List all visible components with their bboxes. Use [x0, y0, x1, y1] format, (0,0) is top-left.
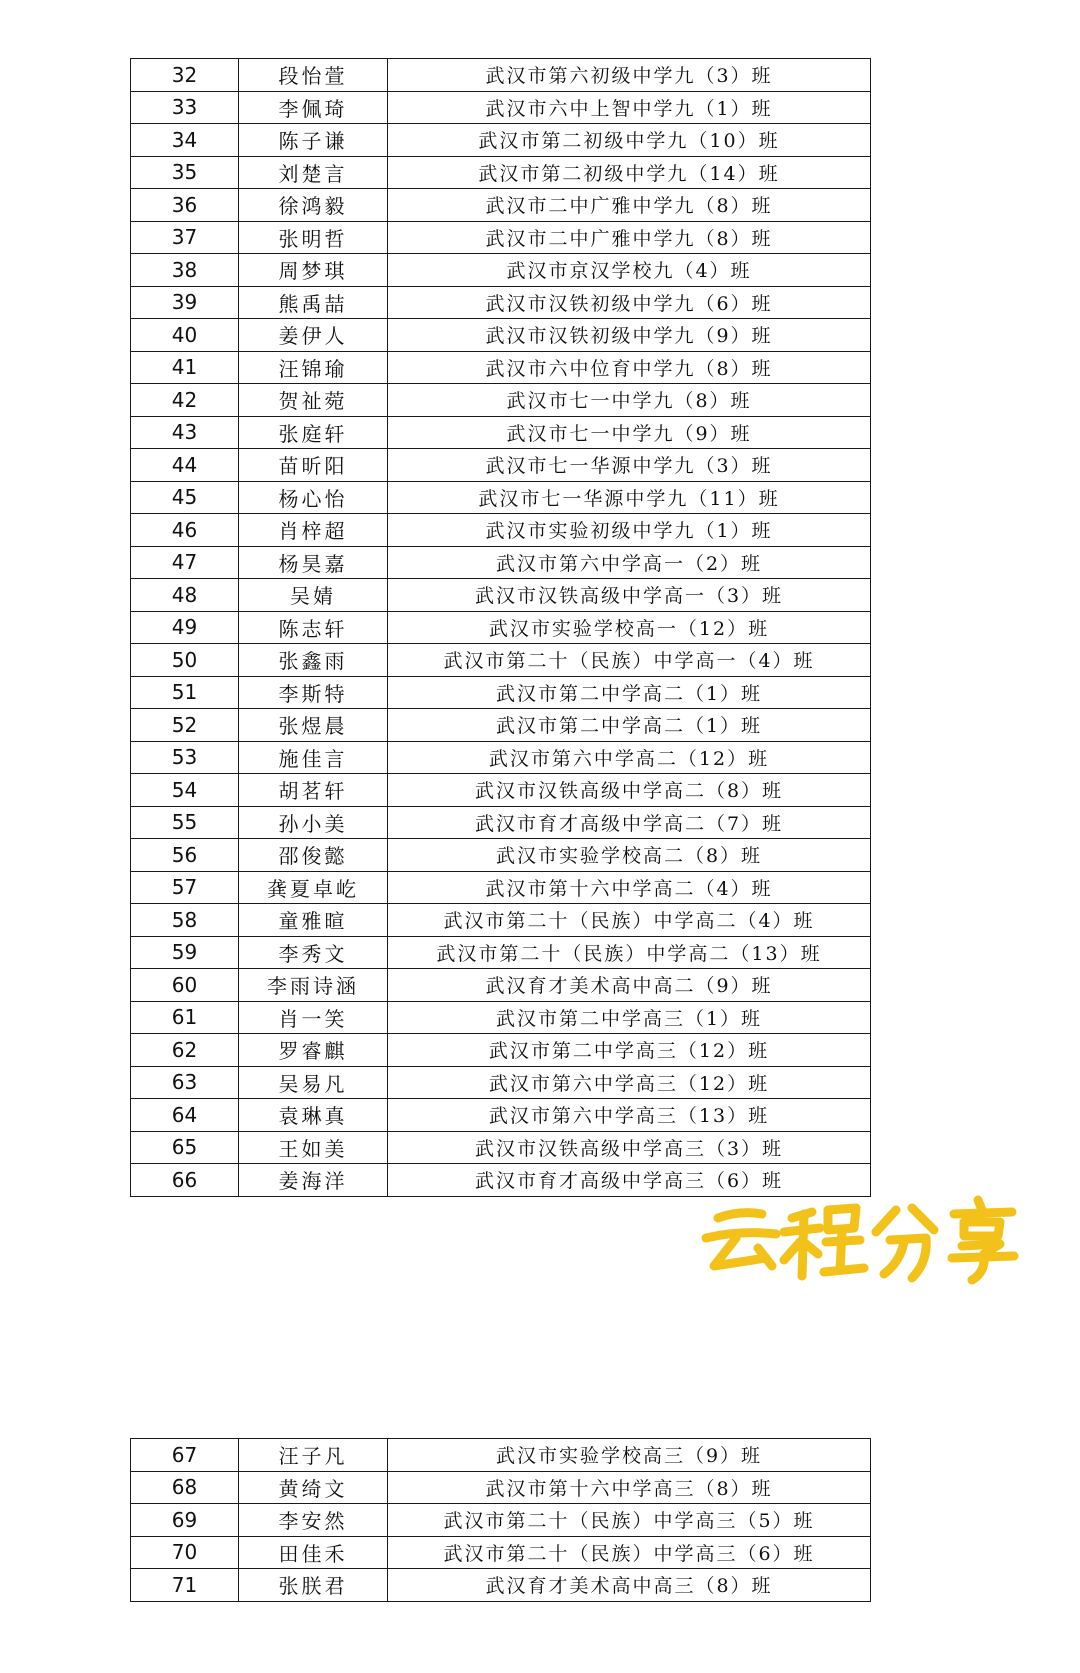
school-class-cell: 武汉市第六中学高一（2）班 — [388, 546, 871, 579]
table-row — [131, 1439, 871, 1472]
student-name-cell: 童雅暄 — [239, 904, 388, 937]
table-row — [131, 774, 871, 807]
row-number-cell: 43 — [131, 416, 239, 449]
table-row — [131, 644, 871, 677]
school-class-cell: 武汉市第二中学高三（1）班 — [388, 1001, 871, 1034]
school-class-cell: 武汉市实验学校高一（12）班 — [388, 611, 871, 644]
school-class-cell: 武汉市第六中学高二（12）班 — [388, 741, 871, 774]
row-number-cell: 40 — [131, 319, 239, 352]
table-row — [131, 1131, 871, 1164]
row-number-cell: 63 — [131, 1066, 239, 1099]
school-class-cell: 武汉市第六初级中学九（3）班 — [388, 59, 871, 92]
school-class-cell: 武汉市第二十（民族）中学高二（4）班 — [388, 904, 871, 937]
student-name-cell: 张明哲 — [239, 221, 388, 254]
table-row — [131, 936, 871, 969]
student-name-cell: 李安然 — [239, 1504, 388, 1537]
table-row — [131, 611, 871, 644]
roster-table-1-body — [131, 59, 871, 1197]
row-number-cell: 69 — [131, 1504, 239, 1537]
row-number-cell: 62 — [131, 1034, 239, 1067]
table-row — [131, 449, 871, 482]
table-row — [131, 254, 871, 287]
watermark-signature-icon — [700, 1188, 1030, 1288]
student-name-cell: 罗睿麒 — [239, 1034, 388, 1067]
row-number-cell: 39 — [131, 286, 239, 319]
table-row — [131, 286, 871, 319]
table-row — [131, 481, 871, 514]
row-number-cell: 51 — [131, 676, 239, 709]
school-class-cell: 武汉市七一中学九（8）班 — [388, 384, 871, 417]
student-name-cell: 袁琳真 — [239, 1099, 388, 1132]
school-class-cell: 武汉市第二十（民族）中学高二（13）班 — [388, 936, 871, 969]
row-number-cell: 58 — [131, 904, 239, 937]
school-class-cell: 武汉市第十六中学高二（4）班 — [388, 871, 871, 904]
student-name-cell: 张煜晨 — [239, 709, 388, 742]
table-row — [131, 1034, 871, 1067]
student-name-cell: 王如美 — [239, 1131, 388, 1164]
student-name-cell: 肖一笑 — [239, 1001, 388, 1034]
row-number-cell: 37 — [131, 221, 239, 254]
row-number-cell: 68 — [131, 1471, 239, 1504]
student-name-cell: 贺祉菀 — [239, 384, 388, 417]
student-name-cell: 李雨诗涵 — [239, 969, 388, 1002]
row-number-cell: 55 — [131, 806, 239, 839]
row-number-cell: 60 — [131, 969, 239, 1002]
table-row — [131, 384, 871, 417]
roster-table-2 — [130, 1438, 871, 1602]
school-class-cell: 武汉市汉铁高级中学高一（3）班 — [388, 579, 871, 612]
table-row — [131, 709, 871, 742]
school-class-cell: 武汉市第二十（民族）中学高一（4）班 — [388, 644, 871, 677]
table-row — [131, 124, 871, 157]
school-class-cell: 武汉市第二十（民族）中学高三（6）班 — [388, 1536, 871, 1569]
row-number-cell: 44 — [131, 449, 239, 482]
student-name-cell: 肖梓超 — [239, 514, 388, 547]
school-class-cell: 武汉市第二中学高三（12）班 — [388, 1034, 871, 1067]
student-name-cell: 胡茗轩 — [239, 774, 388, 807]
table-row — [131, 416, 871, 449]
row-number-cell: 67 — [131, 1439, 239, 1472]
row-number-cell: 65 — [131, 1131, 239, 1164]
school-class-cell: 武汉市六中上智中学九（1）班 — [388, 91, 871, 124]
school-class-cell: 武汉市实验初级中学九（1）班 — [388, 514, 871, 547]
school-class-cell: 武汉市第二中学高二（1）班 — [388, 709, 871, 742]
school-class-cell: 武汉市二中广雅中学九（8）班 — [388, 189, 871, 222]
row-number-cell: 61 — [131, 1001, 239, 1034]
student-name-cell: 陈子谦 — [239, 124, 388, 157]
table-row — [131, 579, 871, 612]
table-row — [131, 806, 871, 839]
table-row — [131, 514, 871, 547]
student-name-cell: 张朕君 — [239, 1569, 388, 1602]
student-name-cell: 姜伊人 — [239, 319, 388, 352]
student-name-cell: 汪子凡 — [239, 1439, 388, 1472]
student-name-cell: 吴易凡 — [239, 1066, 388, 1099]
row-number-cell: 33 — [131, 91, 239, 124]
table-row — [131, 969, 871, 1002]
school-class-cell: 武汉市京汉学校九（4）班 — [388, 254, 871, 287]
school-class-cell: 武汉市第六中学高三（13）班 — [388, 1099, 871, 1132]
student-name-cell: 姜海洋 — [239, 1164, 388, 1197]
school-class-cell: 武汉市育才高级中学高三（6）班 — [388, 1164, 871, 1197]
school-class-cell: 武汉市第十六中学高三（8）班 — [388, 1471, 871, 1504]
school-class-cell: 武汉市汉铁初级中学九（6）班 — [388, 286, 871, 319]
table-row — [131, 351, 871, 384]
row-number-cell: 52 — [131, 709, 239, 742]
row-number-cell: 48 — [131, 579, 239, 612]
row-number-cell: 47 — [131, 546, 239, 579]
school-class-cell: 武汉市七一华源中学九（11）班 — [388, 481, 871, 514]
table-row — [131, 156, 871, 189]
student-name-cell: 张鑫雨 — [239, 644, 388, 677]
row-number-cell: 70 — [131, 1536, 239, 1569]
school-class-cell: 武汉市育才高级中学高二（7）班 — [388, 806, 871, 839]
table-row — [131, 546, 871, 579]
table-row — [131, 1164, 871, 1197]
row-number-cell: 57 — [131, 871, 239, 904]
row-number-cell: 35 — [131, 156, 239, 189]
table-row — [131, 59, 871, 92]
school-class-cell: 武汉市汉铁高级中学高二（8）班 — [388, 774, 871, 807]
student-name-cell: 施佳言 — [239, 741, 388, 774]
row-number-cell: 54 — [131, 774, 239, 807]
table-row — [131, 1471, 871, 1504]
student-name-cell: 李斯特 — [239, 676, 388, 709]
row-number-cell: 38 — [131, 254, 239, 287]
table-row — [131, 1099, 871, 1132]
school-class-cell: 武汉市七一中学九（9）班 — [388, 416, 871, 449]
table-row — [131, 1536, 871, 1569]
student-name-cell: 邵俊懿 — [239, 839, 388, 872]
table-row — [131, 1001, 871, 1034]
table-row — [131, 741, 871, 774]
row-number-cell: 49 — [131, 611, 239, 644]
student-name-cell: 黄绮文 — [239, 1471, 388, 1504]
student-name-cell: 吴婧 — [239, 579, 388, 612]
student-name-cell: 段怡萱 — [239, 59, 388, 92]
student-name-cell: 孙小美 — [239, 806, 388, 839]
table-row — [131, 871, 871, 904]
student-name-cell: 李秀文 — [239, 936, 388, 969]
row-number-cell: 34 — [131, 124, 239, 157]
school-class-cell: 武汉市六中位育中学九（8）班 — [388, 351, 871, 384]
student-name-cell: 龚夏卓屹 — [239, 871, 388, 904]
student-name-cell: 徐鸿毅 — [239, 189, 388, 222]
row-number-cell: 64 — [131, 1099, 239, 1132]
school-class-cell: 武汉育才美术高中高二（9）班 — [388, 969, 871, 1002]
school-class-cell: 武汉市二中广雅中学九（8）班 — [388, 221, 871, 254]
school-class-cell: 武汉市第二十（民族）中学高三（5）班 — [388, 1504, 871, 1537]
school-class-cell: 武汉育才美术高中高三（8）班 — [388, 1569, 871, 1602]
student-name-cell: 苗昕阳 — [239, 449, 388, 482]
student-name-cell: 李佩琦 — [239, 91, 388, 124]
row-number-cell: 32 — [131, 59, 239, 92]
row-number-cell: 56 — [131, 839, 239, 872]
student-name-cell: 陈志轩 — [239, 611, 388, 644]
school-class-cell: 武汉市实验学校高二（8）班 — [388, 839, 871, 872]
table-row — [131, 676, 871, 709]
row-number-cell: 36 — [131, 189, 239, 222]
student-name-cell: 杨心怡 — [239, 481, 388, 514]
school-class-cell: 武汉市汉铁高级中学高三（3）班 — [388, 1131, 871, 1164]
school-class-cell: 武汉市实验学校高三（9）班 — [388, 1439, 871, 1472]
school-class-cell: 武汉市汉铁初级中学九（9）班 — [388, 319, 871, 352]
school-class-cell: 武汉市第六中学高三（12）班 — [388, 1066, 871, 1099]
table-row — [131, 1066, 871, 1099]
row-number-cell: 46 — [131, 514, 239, 547]
table-row — [131, 1504, 871, 1537]
row-number-cell: 50 — [131, 644, 239, 677]
roster-table-1 — [130, 58, 871, 1197]
row-number-cell: 42 — [131, 384, 239, 417]
student-name-cell: 熊禹喆 — [239, 286, 388, 319]
row-number-cell: 53 — [131, 741, 239, 774]
row-number-cell: 41 — [131, 351, 239, 384]
student-name-cell: 汪锦瑜 — [239, 351, 388, 384]
row-number-cell: 45 — [131, 481, 239, 514]
row-number-cell: 59 — [131, 936, 239, 969]
student-name-cell: 刘楚言 — [239, 156, 388, 189]
row-number-cell: 71 — [131, 1569, 239, 1602]
school-class-cell: 武汉市第二初级中学九（14）班 — [388, 156, 871, 189]
school-class-cell: 武汉市七一华源中学九（3）班 — [388, 449, 871, 482]
student-name-cell: 张庭轩 — [239, 416, 388, 449]
watermark-logo — [700, 1188, 1030, 1288]
school-class-cell: 武汉市第二中学高二（1）班 — [388, 676, 871, 709]
table-row — [131, 189, 871, 222]
row-number-cell: 66 — [131, 1164, 239, 1197]
table-row — [131, 91, 871, 124]
school-class-cell: 武汉市第二初级中学九（10）班 — [388, 124, 871, 157]
student-name-cell: 周梦琪 — [239, 254, 388, 287]
table-row — [131, 319, 871, 352]
table-row — [131, 839, 871, 872]
student-name-cell: 田佳禾 — [239, 1536, 388, 1569]
table-row — [131, 221, 871, 254]
table-row — [131, 1569, 871, 1602]
table-row — [131, 904, 871, 937]
student-name-cell: 杨昊嘉 — [239, 546, 388, 579]
roster-table-2-body — [131, 1439, 871, 1602]
